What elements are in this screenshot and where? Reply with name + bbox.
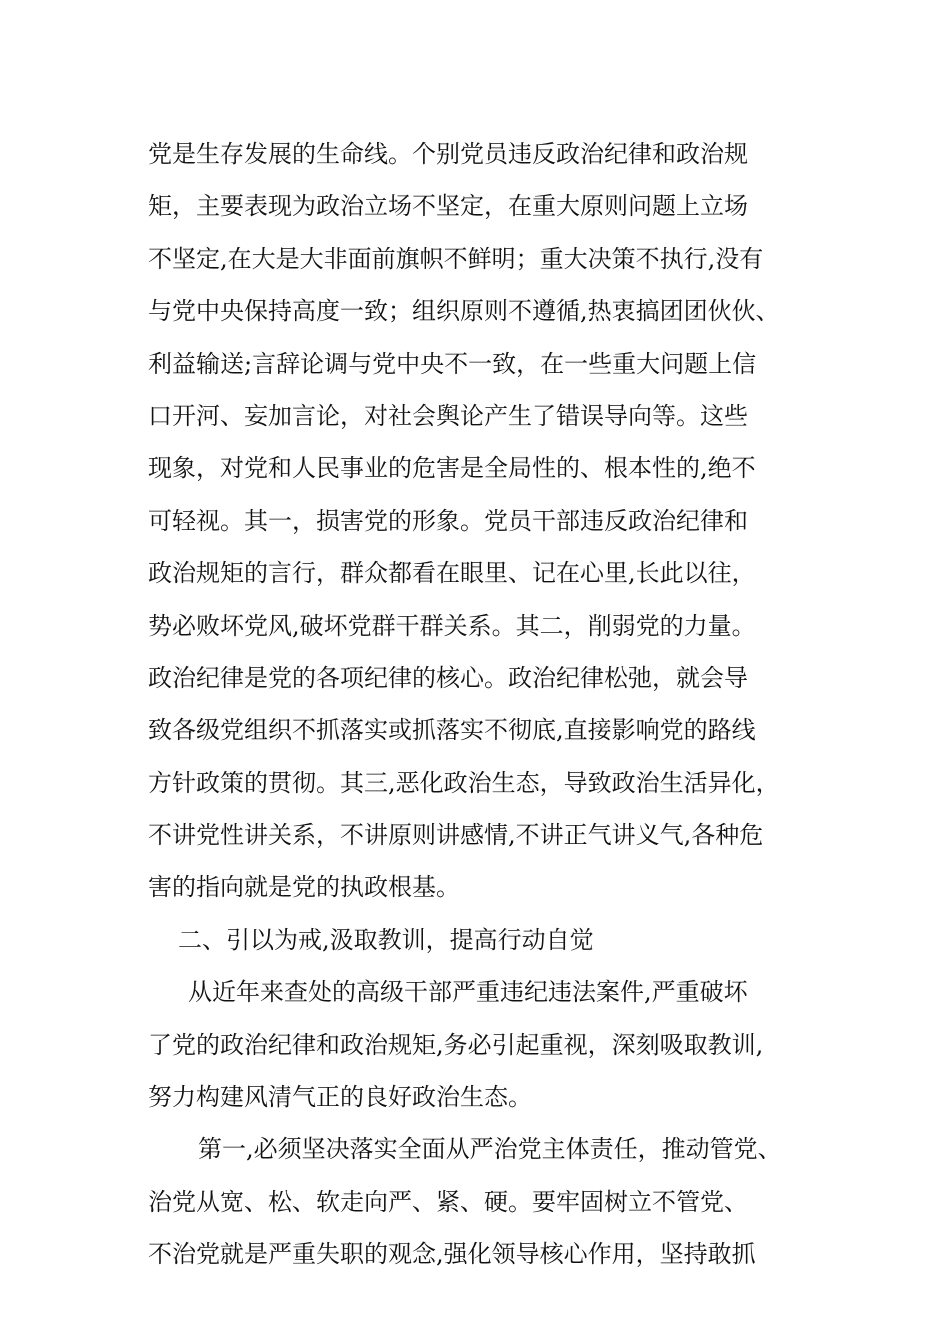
paragraph-first-line: 从近年来查处的高级干部严重违纪违法案件,严重破坏 (188, 978, 748, 1007)
text-line: 政治纪律是党的各项纪律的核心。政治纪律松弛，就会导 (148, 663, 748, 692)
text-line: 势必败坏党风,破坏党群干群关系。其二，削弱党的力量。 (148, 611, 756, 640)
text-line: 可轻视。其一，损害党的形象。党员干部违反政治纪律和 (148, 506, 748, 535)
text-line: 方针政策的贯彻。其三,恶化政治生态，导致政治生活异化， (148, 768, 780, 797)
text-line: 现象，对党和人民事业的危害是全局性的、根本性的,绝不 (148, 454, 756, 483)
text-line: 不治党就是严重失职的观念,强化领导核心作用，坚持敢抓 (148, 1240, 756, 1269)
text-line: 致各级党组织不抓落实或抓落实不彻底,直接影响党的路线 (148, 716, 756, 745)
text-line: 矩，主要表现为政治立场不坚定，在重大原则问题上立场 (148, 192, 748, 221)
text-line: 与党中央保持高度一致；组织原则不遵循,热衷搞团团伙伙、 (148, 297, 780, 326)
text-line: 口开河、妄加言论，对社会舆论产生了错误导向等。这些 (148, 401, 748, 430)
text-line: 不坚定,在大是大非面前旗帜不鲜明；重大决策不执行,没有 (148, 244, 764, 273)
document-body (148, 128, 828, 1281)
text-line: 利益输送;言辞论调与党中央不一致，在一些重大问题上信 (148, 349, 757, 378)
text-line: 努力构建风清气正的良好政治生态。 (148, 1083, 532, 1112)
text-line: 党是生存发展的生命线。个别党员违反政治纪律和政治规 (148, 140, 748, 168)
section-heading: 二、引以为戒,汲取教训，提高行动自觉 (178, 925, 594, 954)
text-line: 了党的政治纪律和政治规矩,务必引起重视，深刻吸取教训, (148, 1030, 764, 1059)
text-line: 政治规矩的言行，群众都看在眼里、记在心里,长此以往， (148, 559, 756, 588)
paragraph-first-line: 第一,必须坚决落实全面从严治党主体责任，推动管党、 (198, 1135, 782, 1164)
text-line: 不讲党性讲关系，不讲原则讲感情,不讲正气讲义气,各种危 (148, 821, 764, 850)
text-line: 害的指向就是党的执政根基。 (148, 873, 460, 902)
text-line: 治党从宽、松、软走向严、紧、硬。要牢固树立不管党、 (148, 1187, 748, 1216)
